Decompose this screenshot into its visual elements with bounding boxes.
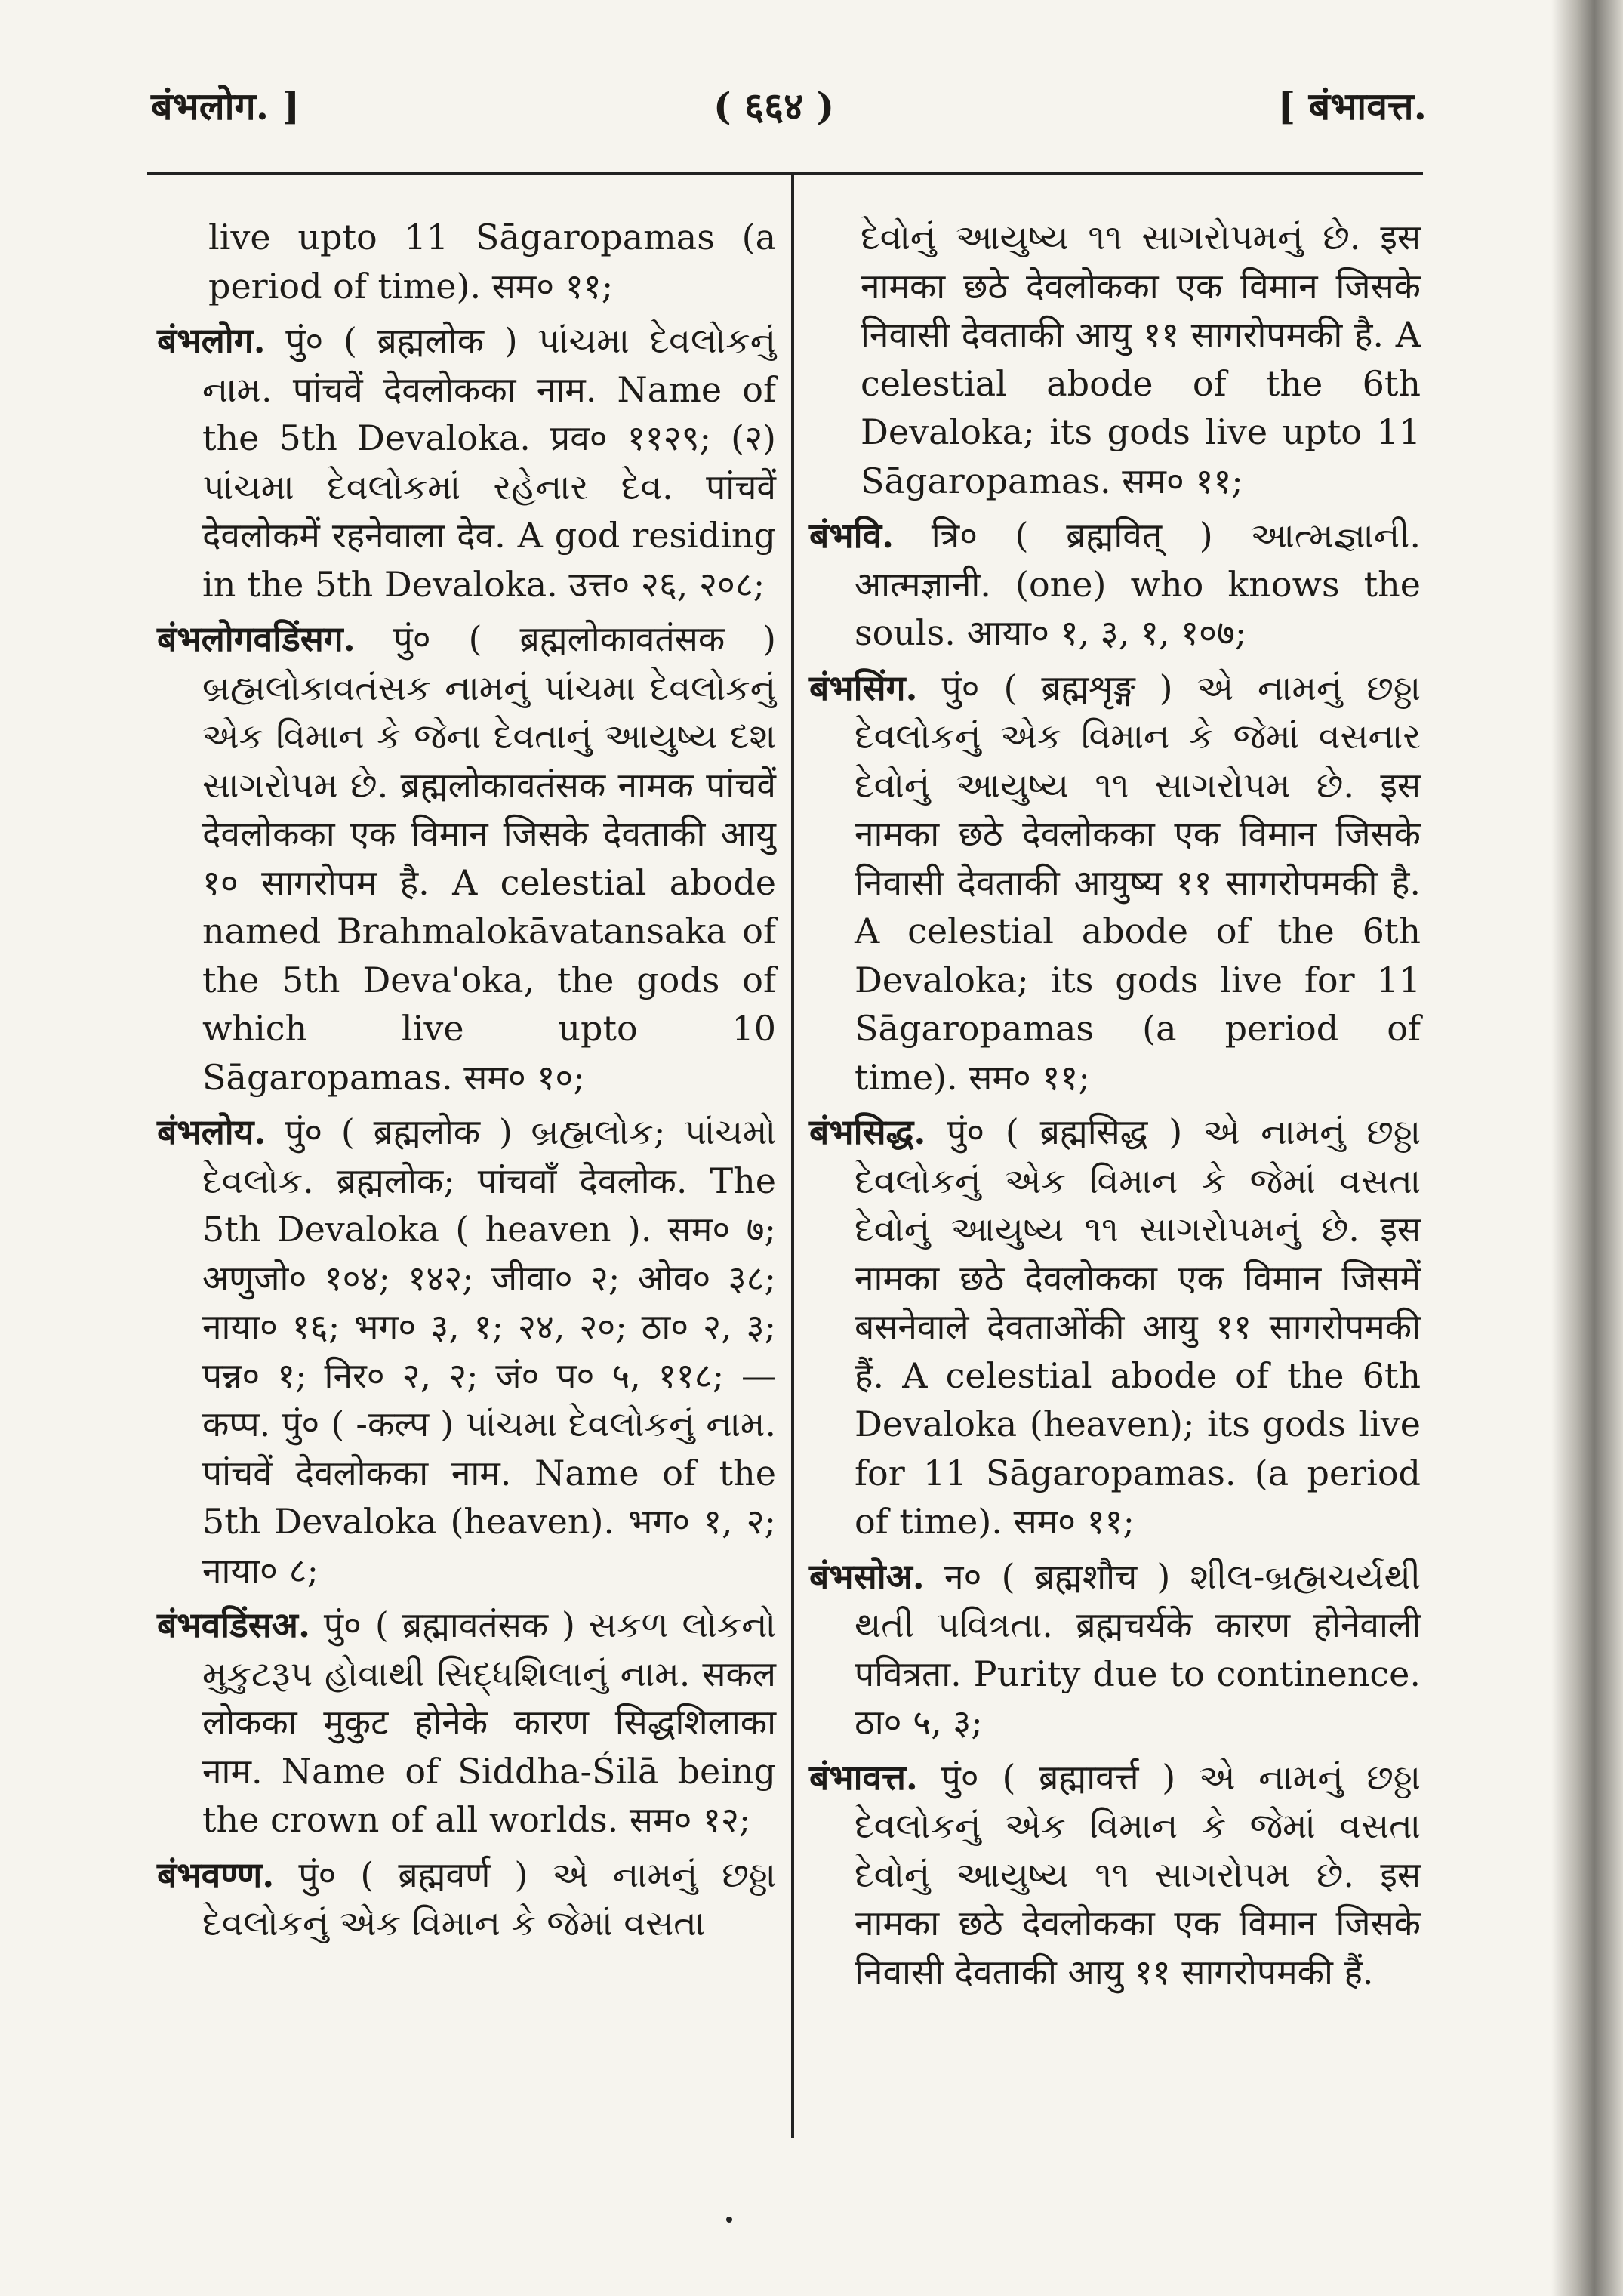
dictionary-entry (809, 213, 1421, 505)
entry-text: त्रि० ( ब्रह्मवित् ) આત્મજ્ઞાની. आत्मज्ञानी. (one) who knows the souls. आया० १, ३, १, १०७; (855, 515, 1421, 653)
entry-headword: बंभवि. (809, 515, 895, 556)
header-right-guide-word: [ बंभावत्त. (1277, 84, 1427, 128)
page-header (151, 79, 1427, 140)
dictionary-entry (809, 1753, 1421, 1997)
entry-text: पुं० ( ब्रह्मलोक ) પાંચમા દેવલોકનું નામ. पांचवें देवलोकका नाम. Name of the 5th Devaloka. प्रव० ११२९; (२) પાંચમા દેવલોકમાં રહેનાર દેવ. पांचवें देवलोकमें रहनेवाला देव. A god residing in the 5th Devaloka. उत्त० २६, २०८; (202, 320, 776, 605)
dictionary-entry (157, 316, 776, 609)
entry-text: पुं० ( ब्रह्मशृङ्ग ) એ નામનું છઠ્ઠા દેવલોકનું એક વિમાન કે જેમાં વસનાર દેવોનું આયુષ્ય ૧૧ સાગરોપમ છે. इस नामका छठे देवलोकका एक विमान जिसके निवासी देवताकी आयुष्य ११ सागरोपमकी है. A celestial abode of the 6th Devaloka; its gods live for 11 Sāgaropamas (a period of time). सम० ११; (855, 667, 1421, 1098)
dictionary-entry (809, 1108, 1421, 1546)
column-divider (791, 175, 794, 2138)
entry-headword: बंभवण्ण. (157, 1854, 275, 1895)
print-speck (726, 2217, 732, 2223)
entry-text: पुं० ( ब्रह्मलोक ) બ્રહ્મલોક; પાંચમો દેવલોક. ब्रह्मलोक; पांचवाँ देवलोक. The 5th Devaloka ( heaven ). सम० ७; अणुजो० १०४; १४२; जीवा० २; ओव० ३८; नाया० १६; भग० ३, १; २४, २०; ठा० २, ३; पन्न० १; निर० २, २; जं० प० ५, ११८; — कप्प. पुं० ( -कल्प ) પાંચમા દેવલોકનું નામ. पांचवें देवलोकका नाम. Name of the 5th Devaloka (heaven). भग० १, २; नाया० ८; (202, 1111, 777, 1591)
dictionary-entry (157, 213, 776, 310)
dictionary-entry (157, 615, 776, 1102)
entry-headword: बंभावत्त. (809, 1756, 918, 1798)
dictionary-entry (157, 1601, 776, 1845)
entry-headword: बंभसिंग. (809, 667, 918, 708)
entry-text: पुं० ( ब्रह्मावतंसक ) સકળ લોકનો મુકુટરૂપ હોવાથી સિદ્ધશિલાનું નામ. सकल लोकका मुकुट होनेके कारण सिद्धशिलाका नाम. Name of Siddha-Śilā being the crown of all worlds. सम० १२; (202, 1604, 776, 1840)
scan-binding-edge (1551, 0, 1623, 2296)
entry-text: पुं० ( ब्रह्मलोकावतंसक ) બ્રહ્મલોકાવતંસક નામનું પાંચમા દેવલોકનું એક વિમાન કે જેના દેવતાનું આયુષ્ય દશ સાગરોપમ છે. ब्रह्मलोकावतंसक नामक पांचवें देवलोकका एक विमान जिसके देवताकी आयु १० सागरोपम है. A celestial abode named Brahmalokāvatansaka of the 5th Deva'oka, the gods of which live upto 10 Sāgaropamas. सम० १०; (202, 618, 777, 1098)
entry-headword: बंभसोअ. (809, 1555, 925, 1597)
entry-text: દેવોનું આયુષ્ય ૧૧ સાગરોપમનું છે. इस नामका छठे देवलोकका एक विमान जिसके निवासी देवताकी आयु ११ सागरोपमकी है. A celestial abode of the 6th Devaloka; its gods live upto 11 Sāgaropamas. सम० ११; (861, 217, 1421, 501)
dictionary-entry (157, 1851, 776, 1948)
entry-headword: बंभसिद्ध. (809, 1111, 926, 1152)
left-column (157, 213, 776, 1954)
page-number: ( ६६४ ) (713, 84, 835, 128)
entry-text: पुं० ( ब्रह्मावर्त्त ) એ નામનું છઠ્ઠા દેવલોકનું એક વિમાન કે જેમાં વસતા દેવોનું આયુષ્ય ૧૧ સાગરોપમ છે. इस नामका छठे देवलोकका एक विमान जिसके निवासी देवताकी आयु ११ सागरोपमकी हैं. (855, 1756, 1421, 1992)
entry-text: पुं० ( ब्रह्मसिद्ध ) એ નામનું છઠ્ઠા દેવલોકનું એક વિમાન કે જેમાં વસતા દેવોનું આયુષ્ય ૧૧ સાગરોપમનું છે. इस नामका छठे देवलोकका एक विमान जिसमें बसनेवाले देवताओंकी आयु ११ सागरोपमकी हैं. A celestial abode of the 6th Devaloka (heaven); its gods live for 11 Sāgaropamas. (a period of time). सम० ११; (855, 1111, 1421, 1542)
entry-text: live upto 11 Sāgaropamas (a period of time). सम० ११; (208, 217, 776, 307)
right-column (809, 213, 1421, 2002)
dictionary-entry (809, 511, 1421, 658)
header-rule (147, 172, 1423, 175)
entry-headword: बंभलोगवडिंसग. (157, 618, 356, 659)
entry-text: न० ( ब्रह्मशौच ) શીલ-બ્રહ્મચર્યથી થતી પવિત્રતા. ब्रह्मचर्यके कारण होनेवाली पवित्रता. Purity due to continence. ठा० ५, ३; (855, 1555, 1421, 1743)
entry-headword: बंभलोग. (157, 320, 266, 361)
entry-headword: बंभलोय. (157, 1111, 266, 1152)
dictionary-entry (157, 1108, 776, 1595)
entry-headword: बंभवडिंसअ. (157, 1604, 310, 1645)
dictionary-entry (809, 1552, 1421, 1747)
entry-text: पुं० ( ब्रह्मवर्ण ) એ નામનું છઠ્ઠા દેવલોકનું એક વિમાન કે જેમાં વસતા (202, 1854, 776, 1943)
header-left-guide-word: बंभलोग. ] (151, 84, 300, 128)
dictionary-entry (809, 664, 1421, 1102)
